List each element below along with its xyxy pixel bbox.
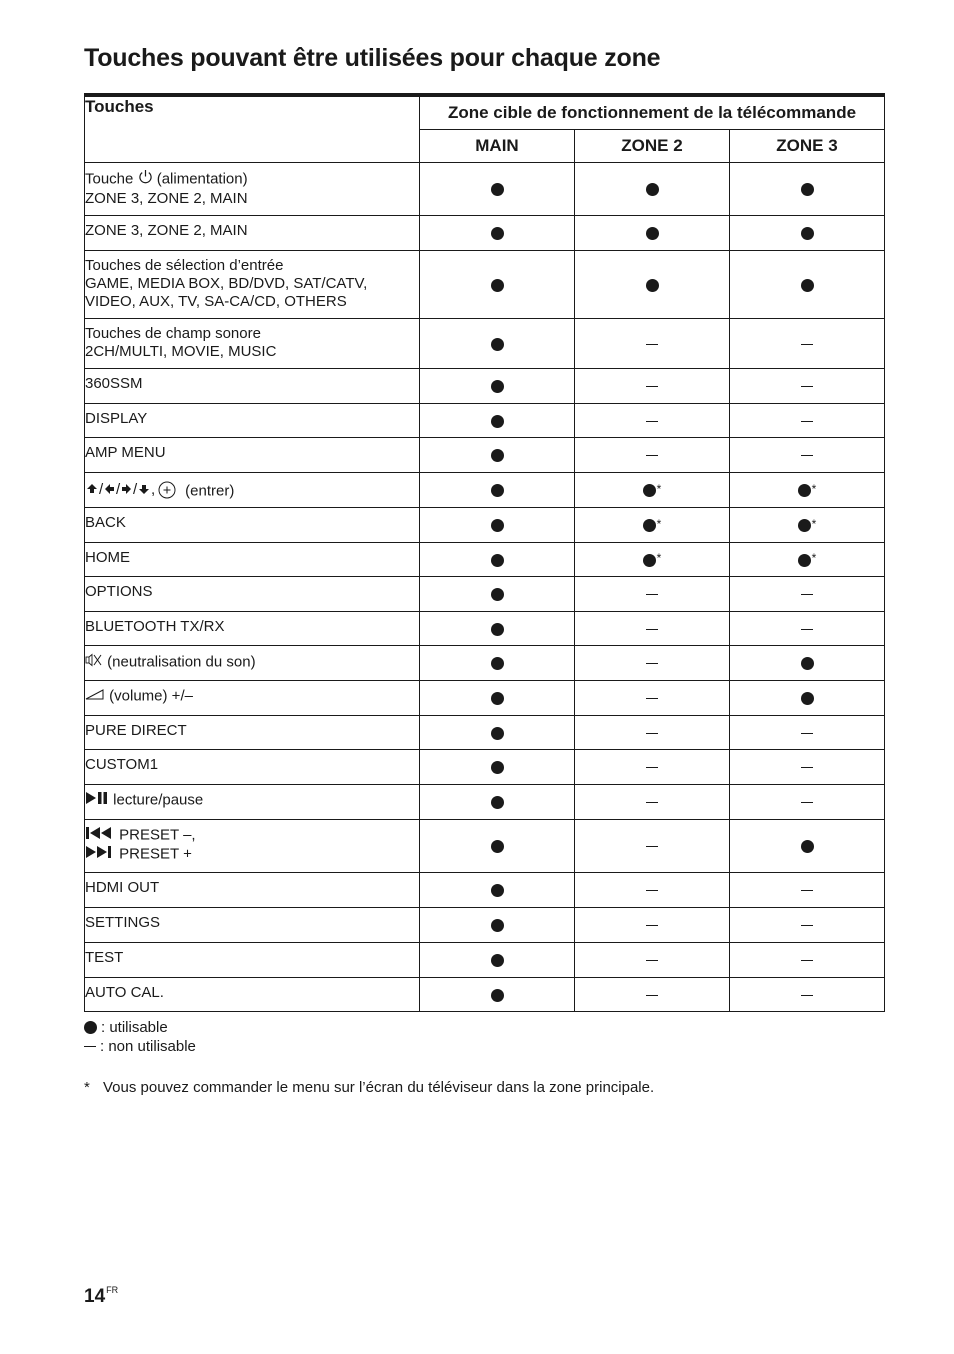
zone-2-cell xyxy=(575,612,730,646)
row-label-line xyxy=(85,514,419,532)
usable-dot-icon xyxy=(491,727,504,740)
row-label-text: CUSTOM1 xyxy=(85,756,159,773)
row-label-cell xyxy=(85,908,420,943)
row-label-text: Touches de sélection d’entrée xyxy=(85,257,284,274)
row-label-text: BLUETOOTH TX/RX xyxy=(85,618,225,635)
usable-dot-icon xyxy=(491,554,504,567)
footnote-star: * xyxy=(656,551,662,565)
svg-text:/: / xyxy=(116,481,121,498)
power-icon xyxy=(138,169,153,190)
legend-usable xyxy=(84,1018,196,1037)
row-label-text: SETTINGS xyxy=(85,914,161,931)
usable-dot-icon xyxy=(491,623,504,636)
row-label-text: (volume) +/– xyxy=(109,687,193,705)
table-row xyxy=(85,716,885,750)
table-body xyxy=(85,163,885,1012)
row-label-text: (neutralisation du son) xyxy=(107,653,256,671)
usable-dot-icon xyxy=(491,884,504,897)
row-label-cell xyxy=(85,543,420,577)
row-label-text: TEST xyxy=(85,949,124,966)
row-label-cell xyxy=(85,251,420,319)
main-cell xyxy=(420,681,575,716)
zone-2-cell xyxy=(575,543,730,577)
zone-2-cell xyxy=(575,369,730,404)
page-title: Touches pouvant être utilisées pour chaque zone xyxy=(84,44,661,72)
legend-usable-text: : utilisable xyxy=(101,1019,168,1036)
footnote-star: * xyxy=(656,481,662,496)
row-label-cell xyxy=(85,369,420,404)
zone-3-cell xyxy=(730,908,885,943)
row-label-line xyxy=(85,549,419,567)
row-label-text: BACK xyxy=(85,514,126,531)
table-row xyxy=(85,438,885,473)
not-usable-dash-icon xyxy=(646,594,658,595)
not-usable-dash-icon xyxy=(801,629,813,630)
footnote-star: * xyxy=(811,481,817,496)
table-row xyxy=(85,943,885,978)
row-label-line xyxy=(85,343,419,361)
zone-3-cell xyxy=(730,404,885,438)
row-label-cell xyxy=(85,216,420,251)
row-label-line xyxy=(85,652,419,673)
row-label-line xyxy=(85,949,419,967)
not-usable-dash-icon xyxy=(801,386,813,387)
zone-2-cell xyxy=(575,750,730,785)
row-label-cell xyxy=(85,943,420,978)
usable-dot-icon xyxy=(491,519,504,532)
usable-dot-icon xyxy=(491,692,504,705)
main-cell xyxy=(420,369,575,404)
main-cell xyxy=(420,943,575,978)
zone-3-cell xyxy=(730,820,885,873)
row-label-line xyxy=(85,190,419,208)
usable-dot-icon xyxy=(798,519,811,532)
usable-dot-icon xyxy=(491,279,504,292)
main-cell xyxy=(420,612,575,646)
row-label-line xyxy=(85,914,419,932)
not-usable-dash-icon xyxy=(801,925,813,926)
table-row xyxy=(85,978,885,1012)
row-label-line xyxy=(85,325,419,343)
row-label-cell xyxy=(85,978,420,1012)
row-label-cell xyxy=(85,750,420,785)
usable-dot-icon xyxy=(491,588,504,601)
not-usable-dash-icon xyxy=(801,767,813,768)
table-row xyxy=(85,216,885,251)
zone-3-cell xyxy=(730,473,885,508)
zone-2-cell xyxy=(575,404,730,438)
row-label-cell xyxy=(85,163,420,216)
usable-dot-icon xyxy=(491,484,504,497)
not-usable-dash-icon xyxy=(801,344,813,345)
not-usable-dash-icon xyxy=(646,802,658,803)
not-usable-dash-icon xyxy=(646,925,658,926)
table-row xyxy=(85,908,885,943)
usable-dot-icon xyxy=(643,484,656,497)
zone-2-cell xyxy=(575,873,730,908)
usable-dot-icon xyxy=(491,657,504,670)
zone-3-cell xyxy=(730,646,885,681)
main-cell xyxy=(420,216,575,251)
row-label-text: HDMI OUT xyxy=(85,879,160,896)
footnote-marker: * xyxy=(84,1079,90,1096)
table-row xyxy=(85,473,885,508)
main-cell xyxy=(420,473,575,508)
main-cell xyxy=(420,543,575,577)
row-label-text: Touche xyxy=(85,170,134,188)
row-label-text: VIDEO, AUX, TV, SA-CA/CD, OTHERS xyxy=(85,293,347,310)
zone-3-cell xyxy=(730,369,885,404)
footnote-star: * xyxy=(811,551,817,565)
usable-dot-icon xyxy=(491,449,504,462)
svg-text:,: , xyxy=(151,481,156,498)
table-row xyxy=(85,404,885,438)
table-row xyxy=(85,508,885,543)
zone-3-cell xyxy=(730,978,885,1012)
usable-dot-icon xyxy=(491,227,504,240)
zone-2-cell xyxy=(575,820,730,873)
not-usable-dash-icon xyxy=(646,344,658,345)
main-cell xyxy=(420,577,575,612)
main-cell xyxy=(420,646,575,681)
row-label-line xyxy=(85,293,419,311)
zone-2-cell xyxy=(575,646,730,681)
zone-2-cell xyxy=(575,978,730,1012)
usable-dot-icon xyxy=(491,183,504,196)
usable-dot-icon xyxy=(643,519,656,532)
main-cell xyxy=(420,251,575,319)
zone-3-cell xyxy=(730,251,885,319)
not-usable-dash-icon xyxy=(646,455,658,456)
row-label-text: PRESET + xyxy=(119,845,192,863)
zone-3-cell xyxy=(730,612,885,646)
not-usable-dash-icon xyxy=(801,733,813,734)
row-label-text: Touches de champ sonore xyxy=(85,325,261,342)
mute-icon xyxy=(85,652,103,673)
zone-3-cell xyxy=(730,543,885,577)
row-label-line xyxy=(85,791,419,810)
row-label-line xyxy=(85,618,419,636)
zone-3-cell xyxy=(730,163,885,216)
zone-3-cell xyxy=(730,438,885,473)
usable-dot-icon xyxy=(491,796,504,809)
not-usable-dash-icon xyxy=(646,698,658,699)
row-label-line xyxy=(85,845,419,864)
usable-dot-icon xyxy=(801,657,814,670)
row-label-cell xyxy=(85,404,420,438)
zone-3-cell xyxy=(730,508,885,543)
row-label-cell xyxy=(85,785,420,820)
zone-3-cell xyxy=(730,681,885,716)
table-row xyxy=(85,820,885,873)
footnote-star: * xyxy=(656,516,662,531)
legend-not-usable xyxy=(84,1037,196,1056)
row-label-text: ZONE 3, ZONE 2, MAIN xyxy=(85,190,248,207)
not-usable-dash-icon xyxy=(801,594,813,595)
previous-icon xyxy=(85,826,115,845)
row-label-text: HOME xyxy=(85,549,130,566)
main-cell xyxy=(420,438,575,473)
page-lang: FR xyxy=(106,1285,119,1295)
page-number xyxy=(84,1285,118,1308)
table-row xyxy=(85,785,885,820)
row-label-line xyxy=(85,479,419,504)
not-usable-dash-icon xyxy=(801,960,813,961)
zone-2-cell xyxy=(575,473,730,508)
usable-dot-icon xyxy=(798,554,811,567)
row-label-line xyxy=(85,410,419,428)
header-zone2: ZONE 2 xyxy=(575,130,730,163)
zone-2-cell xyxy=(575,908,730,943)
row-label-suffix: (alimentation) xyxy=(156,170,248,188)
row-label-text: ZONE 3, ZONE 2, MAIN xyxy=(85,222,248,239)
not-usable-dash-icon xyxy=(646,386,658,387)
usable-dot-icon xyxy=(491,954,504,967)
usable-dot-icon xyxy=(801,227,814,240)
main-cell xyxy=(420,508,575,543)
row-label-cell xyxy=(85,577,420,612)
legend-not-usable-text: : non utilisable xyxy=(100,1038,196,1055)
usable-dot-icon xyxy=(491,761,504,774)
zone-3-cell xyxy=(730,716,885,750)
footnote xyxy=(84,1079,654,1096)
arrows-enter-icon xyxy=(85,479,181,504)
usable-dot-icon xyxy=(646,183,659,196)
zone-2-cell xyxy=(575,943,730,978)
row-label-line xyxy=(85,257,419,275)
not-usable-dash-icon xyxy=(801,890,813,891)
header-zone-target: Zone cible de fonctionnement de la télécommande xyxy=(420,95,885,130)
row-label-line xyxy=(85,375,419,393)
table-row xyxy=(85,681,885,716)
row-label-cell xyxy=(85,820,420,873)
main-cell xyxy=(420,820,575,873)
row-label-cell xyxy=(85,716,420,750)
usable-dot-icon xyxy=(646,279,659,292)
row-label-cell xyxy=(85,473,420,508)
usable-dot-icon xyxy=(643,554,656,567)
zone-2-cell xyxy=(575,681,730,716)
not-usable-dash-icon xyxy=(801,455,813,456)
row-label-line xyxy=(85,687,419,706)
row-label-cell xyxy=(85,873,420,908)
row-label-text: AMP MENU xyxy=(85,444,166,461)
zone-2-cell xyxy=(575,577,730,612)
row-label-cell xyxy=(85,438,420,473)
header-zone3: ZONE 3 xyxy=(730,130,885,163)
usable-dot-icon xyxy=(801,279,814,292)
zone-3-cell xyxy=(730,785,885,820)
row-label-cell xyxy=(85,319,420,369)
zone-3-cell xyxy=(730,216,885,251)
main-cell xyxy=(420,404,575,438)
row-label-text: GAME, MEDIA BOX, BD/DVD, SAT/CATV, xyxy=(85,275,368,292)
zone-2-cell xyxy=(575,785,730,820)
not-usable-dash-icon xyxy=(646,663,658,664)
svg-text:/: / xyxy=(133,481,138,498)
row-label-text: AUTO CAL. xyxy=(85,984,164,1001)
row-label-line xyxy=(85,826,419,845)
volume-icon xyxy=(85,687,105,706)
main-cell xyxy=(420,319,575,369)
not-usable-dash-icon xyxy=(646,995,658,996)
main-cell xyxy=(420,978,575,1012)
row-label-cell xyxy=(85,681,420,716)
table-row xyxy=(85,873,885,908)
row-label-text: 2CH/MULTI, MOVIE, MUSIC xyxy=(85,343,277,360)
usable-dot-icon xyxy=(491,380,504,393)
usable-dot-icon xyxy=(491,919,504,932)
zone-2-cell xyxy=(575,216,730,251)
usable-dot-icon xyxy=(491,840,504,853)
usable-dot-icon xyxy=(491,989,504,1002)
row-label-text: PURE DIRECT xyxy=(85,722,187,739)
table-row xyxy=(85,369,885,404)
footnote-star: * xyxy=(811,516,817,531)
main-cell xyxy=(420,873,575,908)
usable-dot-icon xyxy=(491,338,504,351)
row-label-text: 360SSM xyxy=(85,375,143,392)
table-row xyxy=(85,646,885,681)
zone-3-cell xyxy=(730,873,885,908)
not-usable-dash-icon xyxy=(646,890,658,891)
not-usable-dash-icon xyxy=(646,629,658,630)
zone-2-cell xyxy=(575,319,730,369)
zone-2-cell xyxy=(575,438,730,473)
row-label-line xyxy=(85,722,419,740)
header-main: MAIN xyxy=(420,130,575,163)
zone-3-cell xyxy=(730,750,885,785)
usable-dot-icon xyxy=(84,1021,97,1034)
main-cell xyxy=(420,785,575,820)
usable-dot-icon xyxy=(801,183,814,196)
play-pause-icon xyxy=(85,791,109,810)
zone-2-cell xyxy=(575,508,730,543)
row-label-cell xyxy=(85,508,420,543)
table-row xyxy=(85,319,885,369)
main-cell xyxy=(420,716,575,750)
table-row xyxy=(85,543,885,577)
header-touches: Touches xyxy=(85,95,420,163)
not-usable-dash-icon xyxy=(646,846,658,847)
zone-2-cell xyxy=(575,716,730,750)
not-usable-dash-icon xyxy=(646,421,658,422)
main-cell xyxy=(420,750,575,785)
row-label-text: lecture/pause xyxy=(113,791,204,809)
row-label-line xyxy=(85,444,419,462)
zone-3-cell xyxy=(730,577,885,612)
zone-3-cell xyxy=(730,319,885,369)
footnote-text: Vous pouvez commander le menu sur l’écran du téléviseur dans la zone principale. xyxy=(103,1079,655,1096)
row-label-line xyxy=(85,169,419,190)
main-cell xyxy=(420,163,575,216)
table-row xyxy=(85,750,885,785)
usable-dot-icon xyxy=(801,840,814,853)
table-row xyxy=(85,163,885,216)
row-label-line xyxy=(85,984,419,1002)
not-usable-dash-icon xyxy=(801,802,813,803)
not-usable-dash-icon xyxy=(646,960,658,961)
zone-2-cell xyxy=(575,163,730,216)
not-usable-dash-icon xyxy=(801,421,813,422)
usable-dot-icon xyxy=(491,415,504,428)
row-label-line xyxy=(85,275,419,293)
zone-keys-table xyxy=(84,93,885,1012)
row-label-line xyxy=(85,583,419,601)
row-label-text: DISPLAY xyxy=(85,410,148,427)
svg-text:/: / xyxy=(99,481,104,498)
not-usable-dash-icon xyxy=(646,733,658,734)
table-row xyxy=(85,612,885,646)
not-usable-dash-icon xyxy=(646,767,658,768)
table-row xyxy=(85,577,885,612)
row-label-text: PRESET –, xyxy=(119,826,196,844)
main-cell xyxy=(420,908,575,943)
page-number-value: 14 xyxy=(84,1286,106,1307)
usable-dot-icon xyxy=(798,484,811,497)
usable-dot-icon xyxy=(646,227,659,240)
row-label-text: (entrer) xyxy=(185,482,235,500)
row-label-text: OPTIONS xyxy=(85,583,153,600)
row-label-cell xyxy=(85,646,420,681)
zone-2-cell xyxy=(575,251,730,319)
row-label-line xyxy=(85,879,419,897)
not-usable-dash-icon xyxy=(84,1046,96,1047)
next-icon xyxy=(85,845,115,864)
row-label-line xyxy=(85,222,419,240)
not-usable-dash-icon xyxy=(801,995,813,996)
row-label-line xyxy=(85,756,419,774)
table-row xyxy=(85,251,885,319)
row-label-cell xyxy=(85,612,420,646)
usable-dot-icon xyxy=(801,692,814,705)
legend xyxy=(84,1018,196,1056)
zone-3-cell xyxy=(730,943,885,978)
